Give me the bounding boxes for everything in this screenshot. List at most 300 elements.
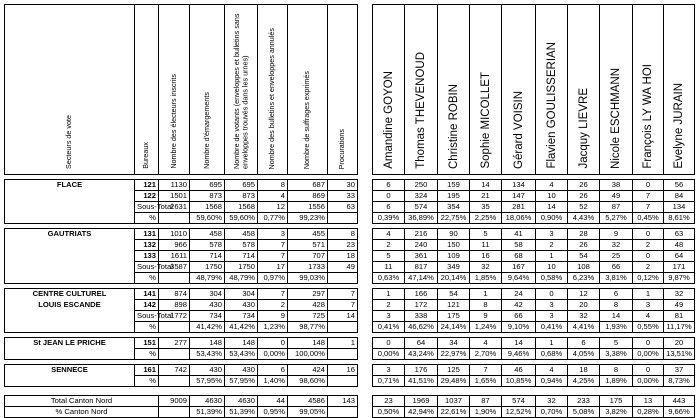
- vote-cell: 0,58%: [536, 273, 568, 284]
- vote-cell: 2: [633, 262, 664, 273]
- value-cell: 430: [225, 365, 258, 376]
- value-cell: 1010: [159, 229, 190, 240]
- vote-cell: 1,85%: [470, 273, 502, 284]
- vote-cell: 11,17%: [664, 322, 695, 333]
- table-row: [373, 180, 695, 191]
- value-cell: 1556: [288, 202, 328, 213]
- value-cell: 1: [328, 338, 358, 349]
- row-label: %: [135, 322, 159, 333]
- value-cell: 734: [190, 311, 225, 322]
- vote-cell: 25: [600, 251, 633, 262]
- total-vote: 1037: [438, 396, 470, 407]
- value-cell: 18: [328, 251, 358, 262]
- value-cell: 99,23%: [288, 213, 328, 224]
- vote-cell: 18,06%: [502, 213, 536, 224]
- vote-cell: 1: [373, 289, 405, 300]
- value-cell: 1,23%: [258, 322, 288, 333]
- table-row: [5, 191, 358, 202]
- spacer-cell: [258, 387, 288, 396]
- vote-cell: 41,51%: [405, 376, 438, 387]
- vote-cell: 1: [470, 289, 502, 300]
- candidate-name: Jacquy LIEVRE: [577, 88, 590, 169]
- value-cell: 2: [258, 300, 288, 311]
- vote-cell: 2: [373, 300, 405, 311]
- value-cell: 1130: [159, 180, 190, 191]
- vote-cell: 26: [568, 180, 600, 191]
- value-cell: 1611: [159, 251, 190, 262]
- total-value: 51,39%: [225, 407, 258, 418]
- vote-cell: 14: [600, 311, 633, 322]
- vote-cell: 7: [633, 202, 664, 213]
- vote-cell: 38: [600, 180, 633, 191]
- candidate-name: Amandine GOYON: [382, 71, 395, 169]
- vote-cell: 9,10%: [502, 322, 536, 333]
- candidate-header: [470, 5, 502, 175]
- vote-cell: 26: [568, 240, 600, 251]
- total-vote: 574: [502, 396, 536, 407]
- value-cell: 59,60%: [225, 213, 258, 224]
- column-header: [258, 5, 288, 175]
- total-label: Total Canton Nord: [5, 396, 159, 407]
- vote-cell: 7: [633, 191, 664, 202]
- vote-cell: 21: [470, 191, 502, 202]
- table-row: [373, 229, 695, 240]
- row-label: 151: [135, 338, 159, 349]
- total-vote: 22,61%: [438, 407, 470, 418]
- row-label: 132: [135, 240, 159, 251]
- total-value: 4630: [190, 396, 225, 407]
- vote-cell: 20: [664, 338, 695, 349]
- vote-cell: 121: [438, 300, 470, 311]
- value-cell: 1501: [159, 191, 190, 202]
- vote-cell: 8,61%: [664, 213, 695, 224]
- column-header: [288, 5, 328, 175]
- value-cell: 6: [258, 365, 288, 376]
- value-cell: [328, 273, 358, 284]
- vote-cell: 46,62%: [405, 322, 438, 333]
- row-label: Sous-Total: [135, 311, 159, 322]
- table-row: [5, 240, 358, 251]
- value-cell: 148: [225, 338, 258, 349]
- vote-cell: 6: [568, 338, 600, 349]
- vote-cell: 5: [600, 338, 633, 349]
- vote-cell: 1: [633, 289, 664, 300]
- total-vote: 0,70%: [536, 407, 568, 418]
- vote-cell: 3: [536, 300, 568, 311]
- vote-cell: 150: [438, 240, 470, 251]
- value-cell: 873: [225, 191, 258, 202]
- value-cell: 23: [328, 240, 358, 251]
- value-cell: 7: [258, 240, 288, 251]
- table-row: [373, 251, 695, 262]
- column-header: [135, 5, 159, 175]
- vote-cell: 16: [470, 251, 502, 262]
- vote-cell: 3,81%: [600, 273, 633, 284]
- candidate-header: [373, 5, 405, 175]
- table-row: [373, 300, 695, 311]
- value-cell: 707: [288, 251, 328, 262]
- vote-cell: 5: [373, 251, 405, 262]
- sector-cell: [5, 213, 135, 224]
- candidate-name: Flavien GOULISSERIAN: [545, 42, 558, 169]
- value-cell: 578: [190, 240, 225, 251]
- table-row: [373, 338, 695, 349]
- sector-cell: [5, 273, 135, 284]
- value-cell: 304: [190, 289, 225, 300]
- candidate-name: Nicole ESCHMANN: [610, 68, 622, 169]
- value-cell: [159, 322, 190, 333]
- sector-cell: [5, 311, 135, 322]
- column-header: [5, 5, 135, 175]
- sector-cell: [5, 365, 135, 376]
- table-row: [5, 202, 358, 213]
- table-row: [373, 262, 695, 273]
- value-cell: 695: [190, 180, 225, 191]
- vote-cell: 338: [405, 311, 438, 322]
- value-cell: 0,77%: [258, 213, 288, 224]
- vote-cell: 20,14%: [438, 273, 470, 284]
- table-row: [373, 213, 695, 224]
- vote-cell: 0,71%: [373, 376, 405, 387]
- vote-cell: 9: [600, 229, 633, 240]
- value-cell: 7: [258, 251, 288, 262]
- value-cell: [328, 322, 358, 333]
- total-vote: 9,66%: [664, 407, 695, 418]
- vote-cell: 14: [470, 180, 502, 191]
- value-cell: [328, 376, 358, 387]
- spacer-cell: [373, 387, 405, 396]
- sector-cell: [5, 251, 135, 262]
- vote-cell: 24,14%: [438, 322, 470, 333]
- value-cell: 430: [225, 300, 258, 311]
- candidate-header-row: [373, 5, 695, 175]
- vote-cell: 1,24%: [470, 322, 502, 333]
- vote-cell: 43,24%: [405, 349, 438, 360]
- vote-cell: 4: [633, 311, 664, 322]
- total-vote: 13: [633, 396, 664, 407]
- sector-cell: [5, 262, 135, 273]
- sector-name: St JEAN LE PRICHE: [33, 338, 106, 348]
- vote-cell: 14: [536, 202, 568, 213]
- vote-cell: 64: [405, 338, 438, 349]
- total-value: 9009: [159, 396, 190, 407]
- value-cell: 966: [159, 240, 190, 251]
- value-cell: 714: [190, 251, 225, 262]
- value-cell: 53,43%: [190, 349, 225, 360]
- vote-cell: 22,97%: [438, 349, 470, 360]
- vote-cell: 22,75%: [438, 213, 470, 224]
- vote-cell: 0: [633, 180, 664, 191]
- candidate-header: [600, 5, 633, 175]
- value-cell: 16: [328, 365, 358, 376]
- vote-cell: 7: [470, 365, 502, 376]
- total-vote: 3,82%: [600, 407, 633, 418]
- vote-cell: 0: [633, 338, 664, 349]
- vote-cell: 281: [502, 202, 536, 213]
- value-cell: 99,03%: [288, 273, 328, 284]
- table-row: [5, 262, 358, 273]
- table-row: [373, 273, 695, 284]
- value-cell: 8: [258, 180, 288, 191]
- vote-cell: 0,00%: [373, 349, 405, 360]
- vote-cell: 2: [536, 240, 568, 251]
- vote-cell: 9,87%: [664, 273, 695, 284]
- spacer-cell: [328, 387, 358, 396]
- vote-cell: 109: [438, 251, 470, 262]
- value-cell: 7: [258, 289, 288, 300]
- vote-cell: 4,25%: [568, 376, 600, 387]
- vote-cell: 2: [373, 240, 405, 251]
- value-cell: 9: [258, 311, 288, 322]
- vote-cell: 29,48%: [438, 376, 470, 387]
- total-vote: 23: [373, 396, 405, 407]
- vote-cell: 349: [438, 262, 470, 273]
- spacer-cell: [438, 387, 470, 396]
- value-cell: 304: [225, 289, 258, 300]
- column-header-label: Procurations: [337, 128, 347, 169]
- vote-cell: 66: [502, 311, 536, 322]
- spacer-cell: [135, 387, 159, 396]
- value-cell: 428: [288, 300, 328, 311]
- vote-cell: 3,38%: [600, 349, 633, 360]
- value-cell: [159, 213, 190, 224]
- value-cell: 725: [288, 311, 328, 322]
- row-label: 122: [135, 191, 159, 202]
- vote-cell: 134: [502, 180, 536, 191]
- value-cell: 12: [258, 202, 288, 213]
- value-cell: 898: [159, 300, 190, 311]
- value-cell: 458: [190, 229, 225, 240]
- vote-cell: 3: [373, 311, 405, 322]
- vote-cell: 1,65%: [470, 376, 502, 387]
- total-vote: 12,52%: [502, 407, 536, 418]
- spacer-cell: [159, 387, 190, 396]
- vote-cell: 13,51%: [664, 349, 695, 360]
- vote-cell: 0,41%: [373, 322, 405, 333]
- vote-cell: 32: [664, 289, 695, 300]
- spacer-cell: [633, 387, 664, 396]
- candidate-name: Christine ROBIN: [447, 84, 460, 169]
- value-cell: 578: [225, 240, 258, 251]
- total-label: % Canton Nord: [5, 407, 159, 418]
- vote-cell: 0,00%: [633, 349, 664, 360]
- vote-cell: 240: [405, 240, 438, 251]
- value-cell: [159, 376, 190, 387]
- vote-cell: 574: [405, 202, 438, 213]
- table-row: [5, 273, 358, 284]
- value-cell: 98,77%: [288, 322, 328, 333]
- value-cell: [159, 273, 190, 284]
- vote-cell: 0: [373, 191, 405, 202]
- vote-cell: 24: [502, 289, 536, 300]
- vote-cell: 49: [664, 300, 695, 311]
- sector-name: LOUIS ESCANDE: [38, 300, 101, 309]
- total-vote: 87: [470, 396, 502, 407]
- value-cell: 59,60%: [190, 213, 225, 224]
- value-cell: 0,97%: [258, 273, 288, 284]
- vote-cell: 354: [438, 202, 470, 213]
- vote-cell: 361: [405, 251, 438, 262]
- total-row: [5, 396, 358, 407]
- vote-cell: 4,05%: [568, 349, 600, 360]
- table-row: [5, 251, 358, 262]
- vote-cell: 9: [470, 311, 502, 322]
- column-header-label: Secteurs de vote: [64, 115, 74, 169]
- sector-name: FLACE: [56, 180, 83, 190]
- sector-cell: [5, 349, 135, 360]
- vote-cell: 20: [568, 300, 600, 311]
- candidate-name: Thomas THEVENOUD: [415, 52, 427, 169]
- spacer-row: [5, 387, 358, 396]
- row-label: 161: [135, 365, 159, 376]
- value-cell: 455: [288, 229, 328, 240]
- column-header-label: Nombre de suffrages exprimés: [302, 70, 312, 169]
- vote-cell: 0: [373, 338, 405, 349]
- vote-cell: 46: [502, 365, 536, 376]
- vote-cell: 6,23%: [568, 273, 600, 284]
- total-value: 0,95%: [258, 407, 288, 418]
- table-row: [5, 311, 358, 322]
- value-cell: 63: [328, 202, 358, 213]
- value-cell: 8: [328, 229, 358, 240]
- vote-cell: 5,27%: [600, 213, 633, 224]
- spacer-row: [373, 387, 695, 396]
- value-cell: 41,42%: [190, 322, 225, 333]
- value-cell: 1772: [159, 311, 190, 322]
- total-row: [373, 396, 695, 407]
- spacer-cell: [288, 387, 328, 396]
- vote-cell: 0,55%: [633, 322, 664, 333]
- vote-cell: 0,00%: [633, 376, 664, 387]
- value-cell: 98,60%: [288, 376, 328, 387]
- value-cell: 14: [328, 311, 358, 322]
- table-row: [373, 289, 695, 300]
- vote-cell: 0,45%: [633, 213, 664, 224]
- vote-cell: 0,68%: [536, 349, 568, 360]
- candidate-name: Gérard VOISIN: [512, 91, 525, 169]
- value-cell: 48,79%: [225, 273, 258, 284]
- total-value: 99,05%: [288, 407, 328, 418]
- column-header: [225, 5, 258, 175]
- spacer-cell: [568, 387, 600, 396]
- spacer-cell: [190, 387, 225, 396]
- value-cell: 430: [190, 300, 225, 311]
- vote-cell: 10: [536, 191, 568, 202]
- sector-cell: [5, 180, 135, 191]
- total-value: [328, 407, 358, 418]
- vote-cell: 54: [438, 289, 470, 300]
- value-cell: 48,79%: [190, 273, 225, 284]
- vote-cell: 12: [568, 289, 600, 300]
- vote-cell: 3: [633, 300, 664, 311]
- sector-cell: [5, 289, 135, 300]
- sector-cell: [5, 191, 135, 202]
- value-cell: 1750: [190, 262, 225, 273]
- table-row: [373, 322, 695, 333]
- vote-cell: 54: [568, 251, 600, 262]
- vote-cell: 11: [470, 240, 502, 251]
- sector-cell: [5, 240, 135, 251]
- value-cell: [328, 213, 358, 224]
- spacer-cell: [405, 387, 438, 396]
- sector-cell: [5, 300, 135, 311]
- vote-cell: 49: [600, 191, 633, 202]
- total-vote: 32: [536, 396, 568, 407]
- row-label: 133: [135, 251, 159, 262]
- vote-cell: 58: [502, 240, 536, 251]
- vote-cell: 6: [600, 289, 633, 300]
- total-value: 4630: [225, 396, 258, 407]
- value-cell: 57,95%: [225, 376, 258, 387]
- vote-cell: 195: [438, 191, 470, 202]
- vote-cell: 4: [536, 180, 568, 191]
- value-cell: 571: [288, 240, 328, 251]
- candidate-header: [664, 5, 695, 175]
- vote-cell: 4: [470, 338, 502, 349]
- table-row: [5, 338, 358, 349]
- value-cell: 100,00%: [288, 349, 328, 360]
- value-cell: 297: [288, 289, 328, 300]
- value-cell: 3587: [159, 262, 190, 273]
- total-value: 4586: [288, 396, 328, 407]
- vote-cell: 6: [373, 202, 405, 213]
- vote-cell: 47,14%: [405, 273, 438, 284]
- vote-cell: 172: [405, 300, 438, 311]
- table-row: [5, 180, 358, 191]
- vote-cell: 48: [664, 240, 695, 251]
- vote-cell: 8: [600, 365, 633, 376]
- total-vote: 1969: [405, 396, 438, 407]
- vote-cell: 66: [600, 262, 633, 273]
- spacer-cell: [664, 387, 695, 396]
- value-cell: 148: [288, 338, 328, 349]
- vote-cell: 14: [502, 338, 536, 349]
- value-cell: 734: [225, 311, 258, 322]
- value-cell: 869: [288, 191, 328, 202]
- vote-cell: 37: [664, 365, 695, 376]
- column-header: [190, 5, 225, 175]
- table-row: [5, 376, 358, 387]
- total-vote: 1,90%: [470, 407, 502, 418]
- total-row: [5, 407, 358, 418]
- sector-cell: [5, 376, 135, 387]
- vote-cell: 56: [664, 180, 695, 191]
- value-cell: 0,00%: [258, 349, 288, 360]
- sector-name: CENTRE CULTUREL: [32, 289, 107, 299]
- sector-name: SENNECE: [51, 365, 88, 375]
- value-cell: 30: [328, 180, 358, 191]
- vote-cell: 10,85%: [502, 376, 536, 387]
- vote-cell: 32: [470, 262, 502, 273]
- left-header-row: [5, 5, 358, 175]
- spacer-cell: [5, 387, 135, 396]
- table-row: [5, 300, 358, 311]
- vote-cell: 3: [536, 311, 568, 322]
- vote-cell: 81: [664, 311, 695, 322]
- value-cell: [159, 349, 190, 360]
- vote-cell: 28: [568, 229, 600, 240]
- value-cell: 874: [159, 289, 190, 300]
- value-cell: [328, 349, 358, 360]
- table-row: [373, 202, 695, 213]
- vote-cell: 1: [536, 338, 568, 349]
- candidate-header: [405, 5, 438, 175]
- vote-cell: 250: [405, 180, 438, 191]
- total-value: [159, 407, 190, 418]
- vote-cell: 0,94%: [536, 376, 568, 387]
- vote-cell: 26: [568, 191, 600, 202]
- vote-cell: 35: [470, 202, 502, 213]
